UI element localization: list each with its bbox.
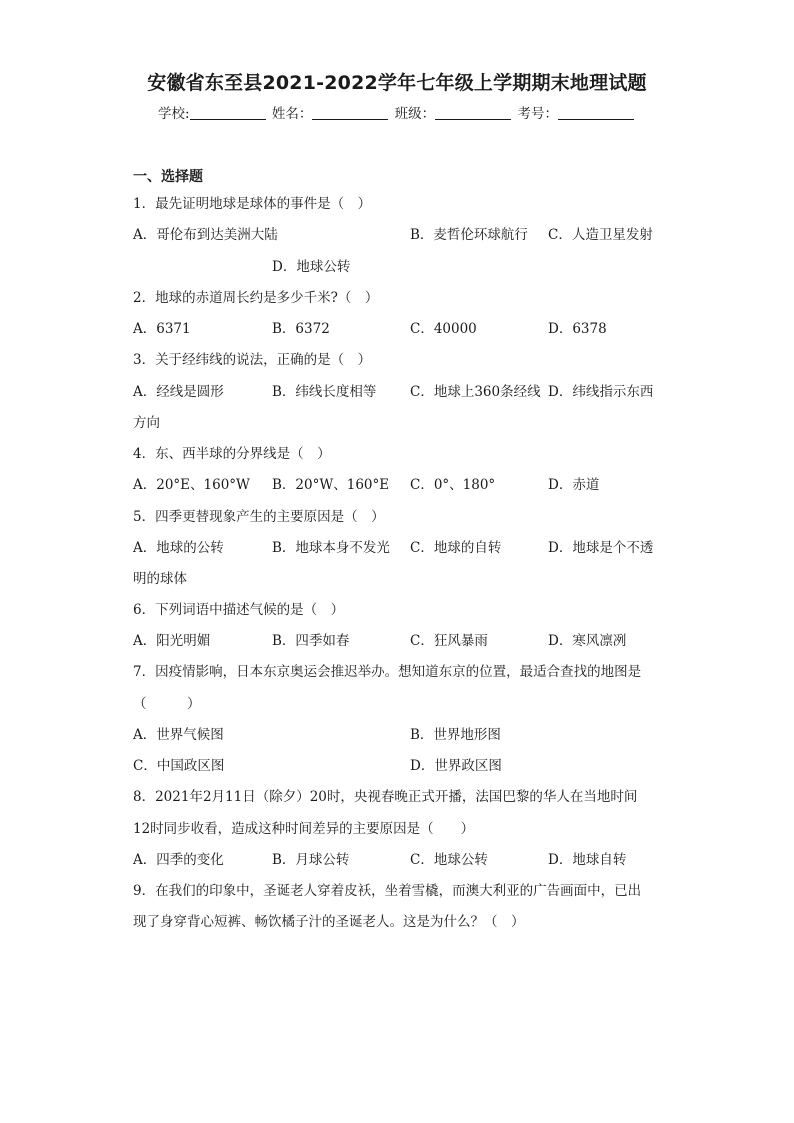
class-label: 班级：	[394, 106, 436, 122]
q5-option-c: C．地球的自转	[410, 540, 502, 556]
question-9-stem-cont: 现了身穿背心短裤、畅饮橘子汁的圣诞老人。这是为什么？（ ）	[133, 914, 525, 930]
q5-option-d: D．地球是个不透	[548, 540, 654, 556]
q2-option-b: B．6372	[272, 321, 330, 337]
question-2-stem: 2．地球的赤道周长约是多少千米?（ ）	[133, 290, 379, 306]
q4-option-a: A．20°E、160°W	[133, 477, 250, 493]
name-blank[interactable]	[312, 105, 388, 120]
q7-option-c: C．中国政区图	[133, 758, 225, 774]
q2-option-a: A．6371	[133, 321, 191, 337]
q3-option-b: B．纬线长度相等	[272, 384, 377, 400]
q7-option-d: D．世界政区图	[410, 758, 502, 774]
question-3-stem: 3．关于经纬线的说法，正确的是（ ）	[133, 352, 372, 368]
question-8-stem-cont: 12时同步收看，造成这种时间差异的主要原因是（ ）	[133, 821, 475, 837]
q2-option-d: D．6378	[548, 321, 607, 337]
q8-option-a: A．四季的变化	[133, 852, 224, 868]
school-label: 学校:	[158, 106, 190, 122]
number-label: 考号：	[517, 106, 558, 122]
name-label: 姓名：	[271, 106, 313, 122]
q1-option-a: A．哥伦布到达美洲大陆	[133, 227, 278, 243]
q3-option-c: C．地球上360条经线	[410, 384, 541, 400]
q6-option-d: D．寒风凛冽	[548, 633, 627, 649]
q3-option-d-wrap: 方向	[133, 415, 160, 431]
q5-option-b: B．地球本身不发光	[272, 540, 390, 556]
class-blank[interactable]	[435, 105, 511, 120]
q8-option-b: B．月球公转	[272, 852, 350, 868]
q4-option-d: D．赤道	[548, 477, 600, 493]
question-7-stem-cont: （ ）	[133, 696, 201, 712]
q5-option-a: A．地球的公转	[133, 540, 224, 556]
q4-option-b: B．20°W、160°E	[272, 477, 390, 493]
school-blank[interactable]	[190, 105, 266, 120]
q8-option-d: D．地球自转	[548, 852, 627, 868]
q6-option-c: C．狂风暴雨	[410, 633, 488, 649]
question-4-stem: 4．东、西半球的分界线是（ ）	[133, 446, 331, 462]
q5-option-d-wrap: 明的球体	[133, 571, 187, 587]
question-8-stem: 8．2021年2月11日（除夕）20时，央视春晚正式开播，法国巴黎的华人在当地时间	[133, 789, 638, 805]
q3-option-a: A．经线是圆形	[133, 384, 224, 400]
question-9-stem: 9．在我们的印象中，圣诞老人穿着皮袄，坐着雪橇，而澳大利亚的广告画面中，已出	[133, 883, 642, 899]
question-6-stem: 6．下列词语中描述气候的是（ ）	[133, 602, 345, 618]
q1-option-c: C．人造卫星发射	[548, 227, 653, 243]
question-5-stem: 5．四季更替现象产生的主要原因是（ ）	[133, 509, 385, 525]
q3-option-d: D．纬线指示东西	[548, 384, 654, 400]
page-title: 安徽省东至县2021-2022学年七年级上学期期末地理试题	[147, 72, 647, 94]
section-heading: 一、选择题	[133, 169, 203, 185]
student-info-row	[0, 102, 794, 122]
q6-option-a: A．阳光明媚	[133, 633, 211, 649]
q6-option-b: B．四季如春	[272, 633, 350, 649]
q8-option-c: C．地球公转	[410, 852, 488, 868]
question-7-stem: 7．因疫情影响，日本东京奥运会推迟举办。想知道东京的位置，最适合查找的地图是	[133, 664, 642, 680]
q4-option-c: C．0°、180°	[410, 477, 496, 493]
q7-option-b: B．世界地形图	[410, 727, 501, 743]
q1-option-d: D．地球公转	[272, 259, 351, 275]
question-1-stem: 1．最先证明地球是球体的事件是（ ）	[133, 196, 372, 212]
number-blank[interactable]	[558, 105, 634, 120]
q7-option-a: A．世界气候图	[133, 727, 224, 743]
q1-option-b: B．麦哲伦环球航行	[410, 227, 528, 243]
q2-option-c: C．40000	[410, 321, 477, 337]
